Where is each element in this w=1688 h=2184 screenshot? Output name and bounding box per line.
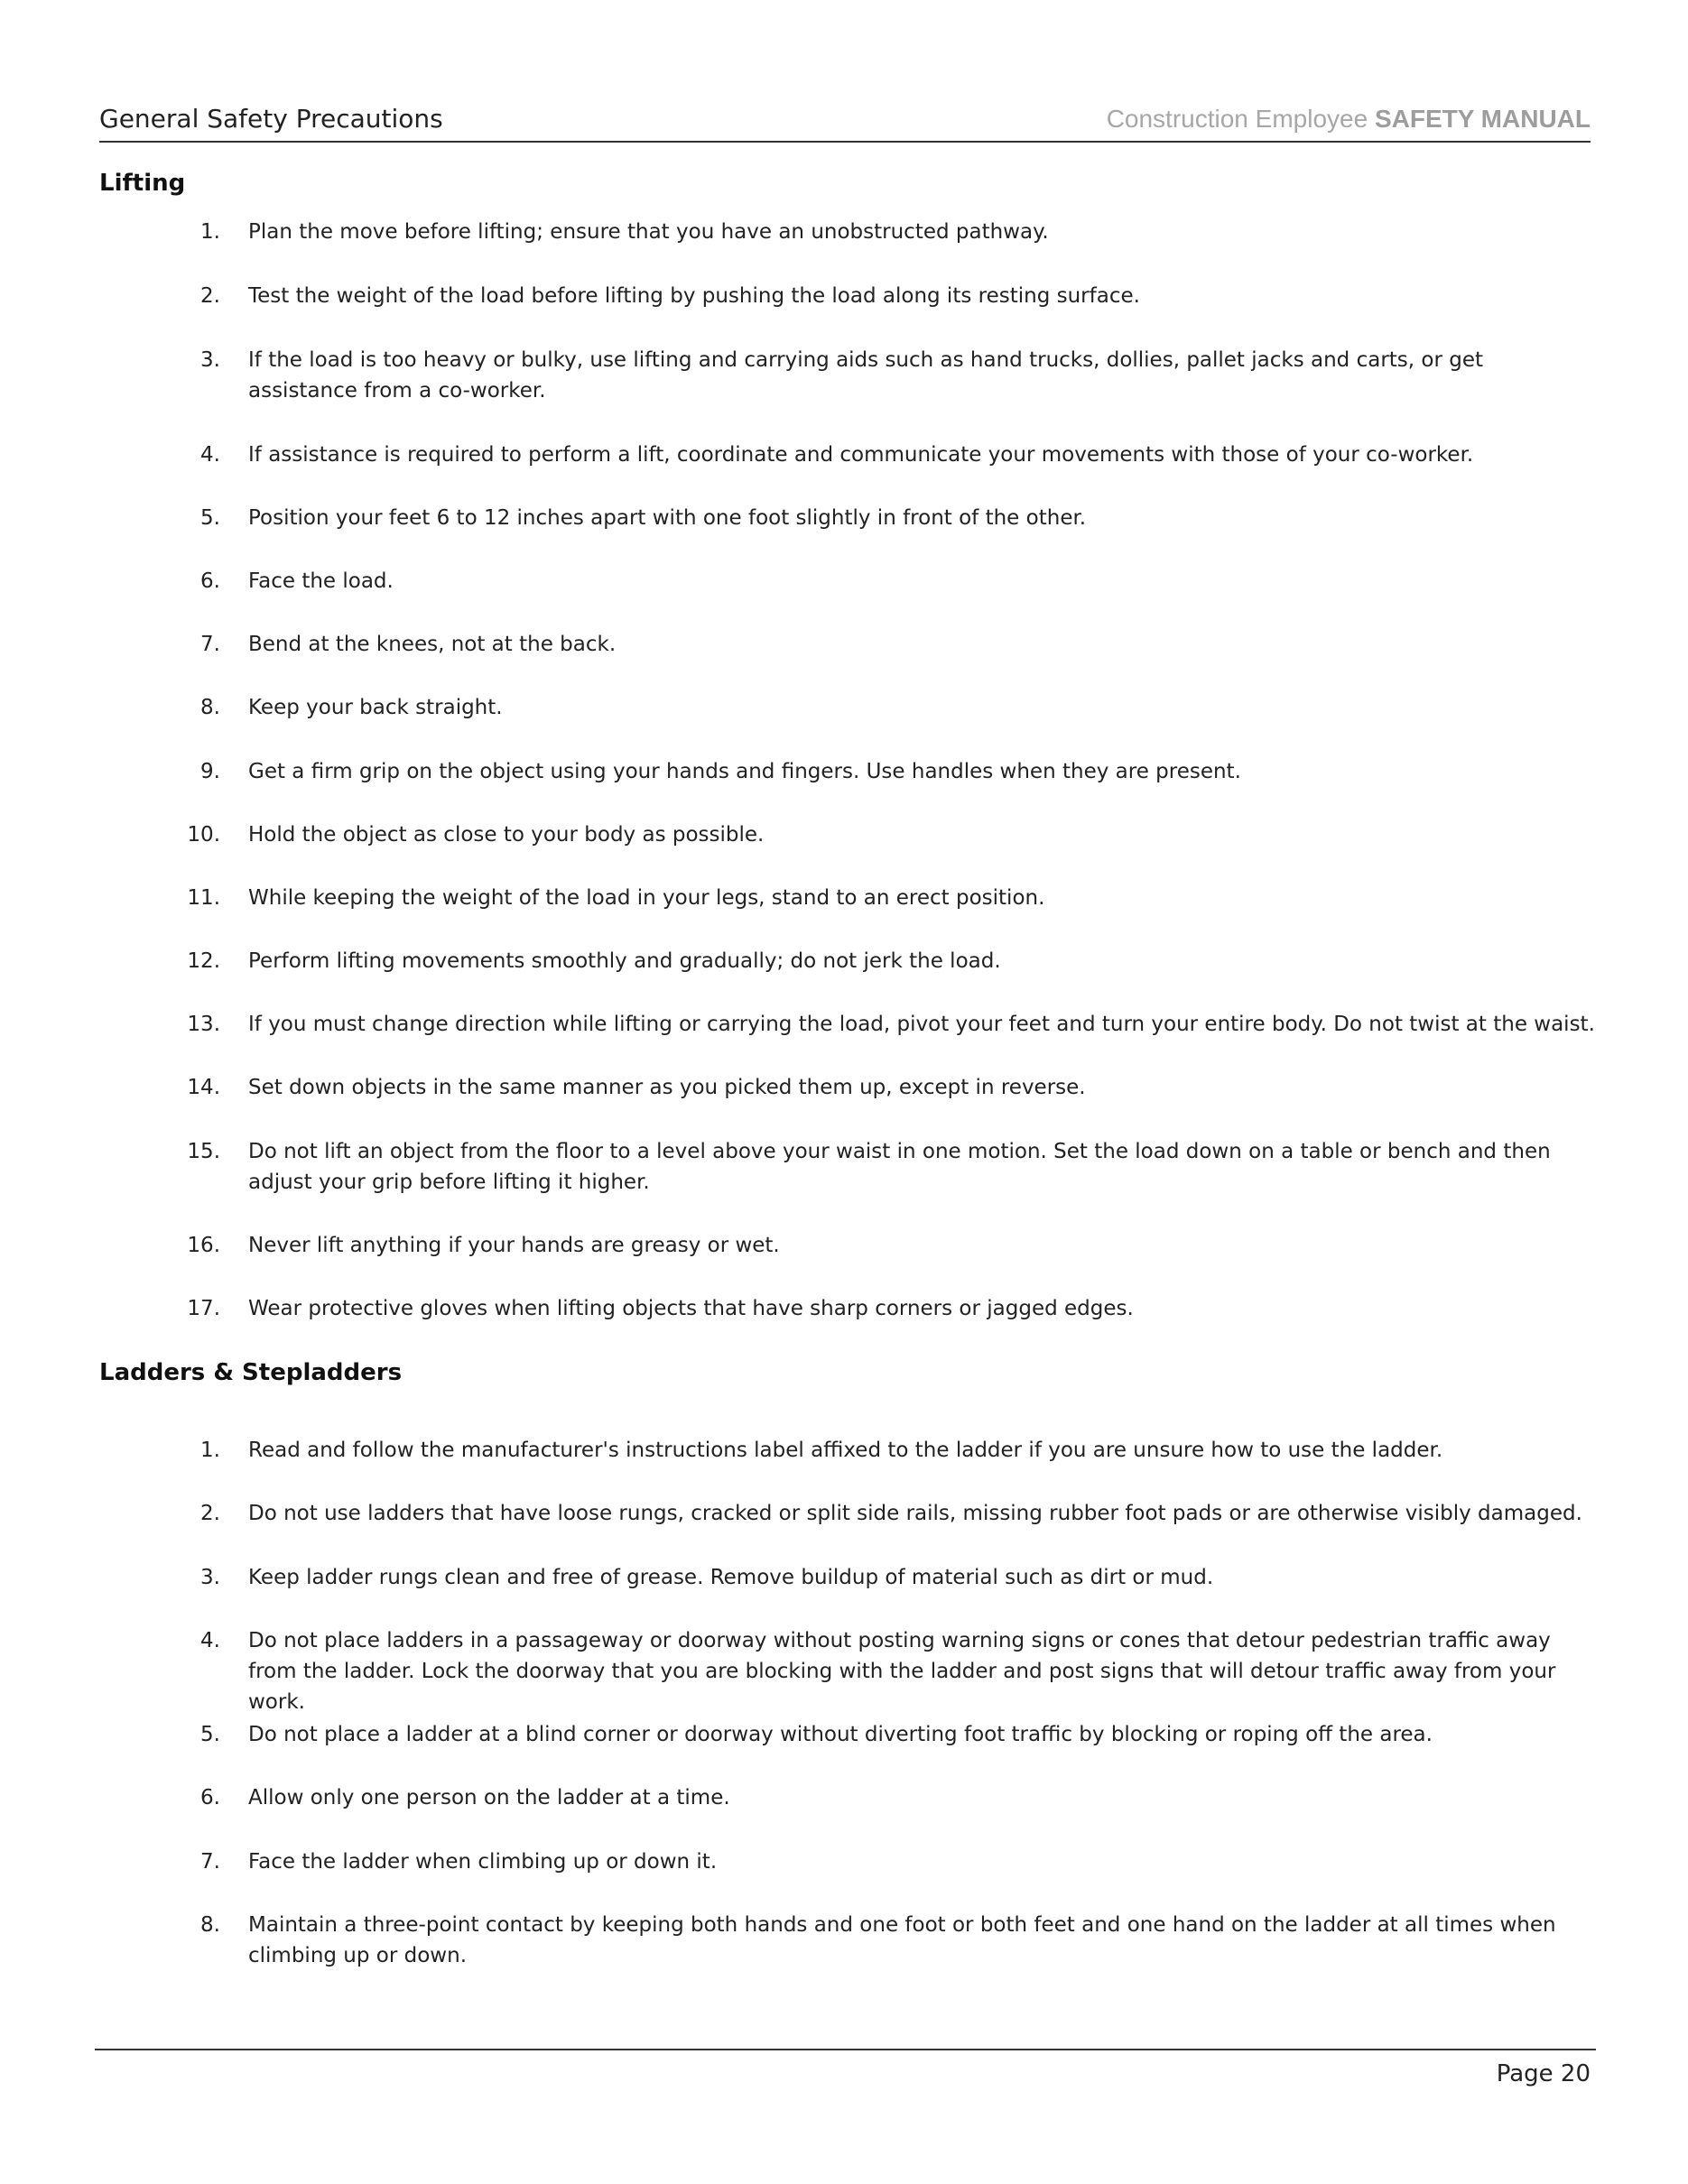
list-item-number: 9. xyxy=(200,760,220,783)
list-item-text: Face the load. xyxy=(248,569,394,593)
list-item-number: 6. xyxy=(200,569,220,593)
list-item-text: Face the ladder when climbing up or down it. xyxy=(248,1850,718,1874)
list-item-number: 8. xyxy=(200,1913,220,1937)
list-item-text: Allow only one person on the ladder at a time. xyxy=(248,1786,730,1809)
list-item-text: Do not use ladders that have loose rungs, cracked or split side rails, missing rubber foot pads or are otherwise visibly damaged. xyxy=(248,1502,1582,1525)
page-header xyxy=(99,97,1591,143)
list-item-text: Set down objects in the same manner as you picked them up, except in reverse. xyxy=(248,1076,1086,1099)
list-item-text: Plan the move before lifting; ensure that you have an unobstructed pathway. xyxy=(248,220,1049,244)
footer-divider xyxy=(95,2049,1596,2050)
list-item-number: 16. xyxy=(187,1234,220,1257)
list-item-text: Test the weight of the load before lifting by pushing the load along its resting surface. xyxy=(248,284,1140,308)
header-manual-emphasis: SAFETY MANUAL xyxy=(1374,105,1591,133)
list-item-number: 7. xyxy=(200,1850,220,1874)
list-item-text: Never lift anything if your hands are greasy or wet. xyxy=(248,1234,780,1257)
header-manual-prefix: Construction Employee xyxy=(1106,105,1368,133)
header-section-title: General Safety Precautions xyxy=(99,104,443,134)
list-item-text: If assistance is required to perform a lift, coordinate and communicate your movements with those of your co-worker. xyxy=(248,443,1474,467)
list-item-number: 12. xyxy=(187,949,220,973)
list-item-number: 5. xyxy=(200,1723,220,1746)
list-item-number: 15. xyxy=(187,1140,220,1163)
list-item-number: 8. xyxy=(200,696,220,719)
list-item-number: 7. xyxy=(200,633,220,656)
list-item-text: Do not place ladders in a passageway or doorway without posting warning signs or cones that detour pedestrian traffic away from the ladder. Lock the doorway that you are blocking with the ladder and post signs that will detour traffic away from your work. xyxy=(248,1629,1556,1714)
list-item-text: Maintain a three-point contact by keeping both hands and one foot or both feet and one hand on the ladder at all times when climbing up or down. xyxy=(248,1913,1556,1967)
list-item-number: 2. xyxy=(200,1502,220,1525)
list-item-number: 13. xyxy=(187,1013,220,1036)
list-item-number: 17. xyxy=(187,1297,220,1320)
list-item-number: 4. xyxy=(200,1629,220,1652)
list-item-text: Perform lifting movements smoothly and gradually; do not jerk the load. xyxy=(248,949,1001,973)
list-item-text: Keep ladder rungs clean and free of grease. Remove buildup of material such as dirt or mud. xyxy=(248,1566,1214,1589)
list-item-number: 14. xyxy=(187,1076,220,1099)
list-item-text: Do not place a ladder at a blind corner or doorway without diverting foot traffic by blocking or roping off the area. xyxy=(248,1723,1433,1746)
list-item-text: Read and follow the manufacturer's instructions label affixed to the ladder if you are unsure how to use the ladder. xyxy=(248,1439,1443,1462)
list-item-text: Keep your back straight. xyxy=(248,696,503,719)
list-item-text: Get a firm grip on the object using your hands and fingers. Use handles when they are present. xyxy=(248,760,1241,783)
list-item-number: 1. xyxy=(200,220,220,244)
list-item-text: Wear protective gloves when lifting objects that have sharp corners or jagged edges. xyxy=(248,1297,1134,1320)
list-item-text: Do not lift an object from the floor to a level above your waist in one motion. Set the load down on a table or bench and then adjust your grip before lifting it higher. xyxy=(248,1140,1551,1194)
section-heading-ladders: Ladders & Stepladders xyxy=(99,1359,403,1386)
page-number: Page 20 xyxy=(1496,2060,1591,2087)
list-item-number: 5. xyxy=(200,506,220,530)
list-item-number: 2. xyxy=(200,284,220,308)
list-item-text: Bend at the knees, not at the back. xyxy=(248,633,617,656)
list-item-number: 10. xyxy=(187,823,220,847)
list-item-number: 4. xyxy=(200,443,220,467)
list-item-number: 6. xyxy=(200,1786,220,1809)
section-heading-lifting: Lifting xyxy=(99,170,186,197)
list-item-number: 3. xyxy=(200,348,220,372)
list-item-number: 3. xyxy=(200,1566,220,1589)
list-item-text: If you must change direction while lifting or carrying the load, pivot your feet and turn your entire body. Do not twist at the waist. xyxy=(248,1013,1595,1036)
list-item-text: Hold the object as close to your body as possible. xyxy=(248,823,765,847)
header-manual-title xyxy=(1107,105,1591,134)
list-item-number: 11. xyxy=(187,886,220,910)
list-item-text: Position your feet 6 to 12 inches apart with one foot slightly in front of the other. xyxy=(248,506,1087,530)
list-item-number: 1. xyxy=(200,1439,220,1462)
list-item-text: If the load is too heavy or bulky, use lifting and carrying aids such as hand trucks, dollies, pallet jacks and carts, or get assistance from a co-worker. xyxy=(248,348,1484,403)
list-item-text: While keeping the weight of the load in your legs, stand to an erect position. xyxy=(248,886,1045,910)
